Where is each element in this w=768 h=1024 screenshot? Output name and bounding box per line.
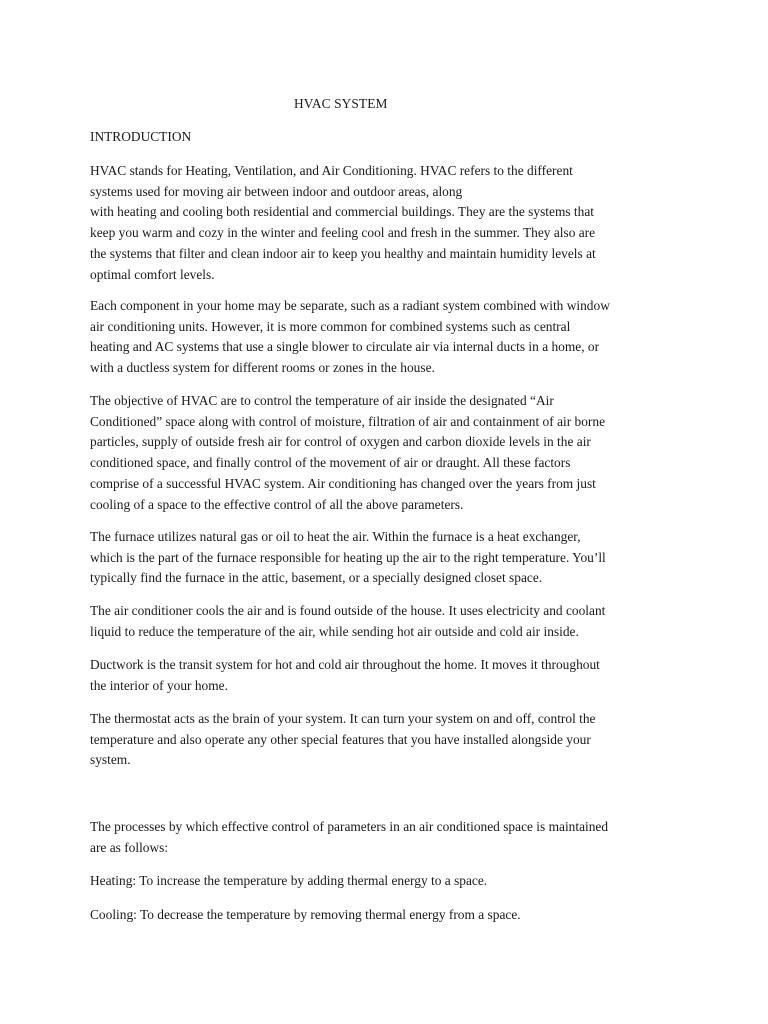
paragraph-furnace — [90, 527, 690, 589]
text-line: Each component in your home may be separate, such as a radiant system combined with window — [90, 298, 610, 313]
text-line: The furnace utilizes natural gas or oil to heat the air. Within the furnace is a heat exchanger, — [90, 529, 581, 544]
paragraph-cooling — [90, 905, 690, 926]
text-line: conditioned space, and finally control of the movement of air or draught. All these factors — [90, 455, 571, 471]
text-line: Cooling: To decrease the temperature by removing thermal energy from a space. — [90, 907, 521, 922]
text-line: with a ductless system for different rooms or zones in the house. — [90, 360, 435, 376]
text-line: HVAC stands for Heating, Ventilation, and Air Conditioning. HVAC refers to the different — [90, 163, 573, 178]
text-line: comprise of a successful HVAC system. Air conditioning has changed over the years from just — [90, 475, 596, 491]
section-heading-introduction: INTRODUCTION — [90, 129, 192, 144]
text-line: particles, supply of outside fresh air for control of oxygen and carbon dioxide levels in the air — [90, 434, 591, 450]
paragraph-air-conditioner — [90, 601, 690, 642]
paragraph-ductwork — [90, 655, 690, 696]
paragraph-thermostat — [90, 709, 690, 771]
text-line: Conditioned” space along with control of moisture, filtration of air and containment of air borne — [90, 413, 606, 429]
paragraph-processes — [90, 817, 690, 858]
text-line: Heating: To increase the temperature by adding thermal energy to a space. — [90, 873, 488, 888]
text-line: The processes by which effective control of parameters in an air conditioned space is maintained — [90, 819, 609, 834]
text-line: the interior of your home. — [90, 677, 228, 693]
text-line: temperature and also operate any other special features that you have installed alongside your — [90, 731, 591, 747]
text-line: cooling of a space to the effective control of all the above parameters. — [90, 496, 464, 512]
text-line: the systems that filter and clean indoor air to keep you healthy and maintain humidity levels at — [90, 245, 596, 261]
text-line: heating and AC systems that use a single blower to circulate air via internal ducts in a home, or — [90, 339, 600, 355]
text-line: liquid to reduce the temperature of the air, while sending hot air outside and cold air inside. — [90, 623, 579, 639]
text-line: typically find the furnace in the attic, basement, or a specially designed closet space. — [90, 570, 543, 586]
text-line: keep you warm and cozy in the winter and feeling cool and fresh in the summer. They also are — [90, 225, 596, 241]
text-line: system. — [90, 752, 131, 768]
text-line: Ductwork is the transit system for hot and cold air throughout the home. It moves it throughout — [90, 657, 600, 672]
text-line: The objective of HVAC are to control the temperature of air inside the designated “Air — [90, 393, 554, 408]
text-line: optimal comfort levels. — [90, 266, 215, 282]
paragraph-heating — [90, 871, 690, 892]
paragraph-components — [90, 296, 690, 379]
text-line: systems used for moving air between indoor and outdoor areas, along — [90, 183, 463, 199]
text-line: which is the part of the furnace responsible for heating up the air to the right temperature. You’ll — [90, 549, 606, 565]
paragraph-objective — [90, 391, 690, 515]
text-line: are as follows: — [90, 839, 169, 855]
document-title: HVAC SYSTEM — [294, 96, 388, 111]
text-line: with heating and cooling both residential and commercial buildings. They are the systems that — [90, 204, 595, 220]
paragraph-hvac-definition — [90, 161, 690, 285]
text-line: air conditioning units. However, it is more common for combined systems such as central — [90, 318, 571, 334]
text-line: The air conditioner cools the air and is found outside of the house. It uses electricity and coolant — [90, 603, 606, 618]
text-line: The thermostat acts as the brain of your system. It can turn your system on and off, control the — [90, 711, 596, 726]
